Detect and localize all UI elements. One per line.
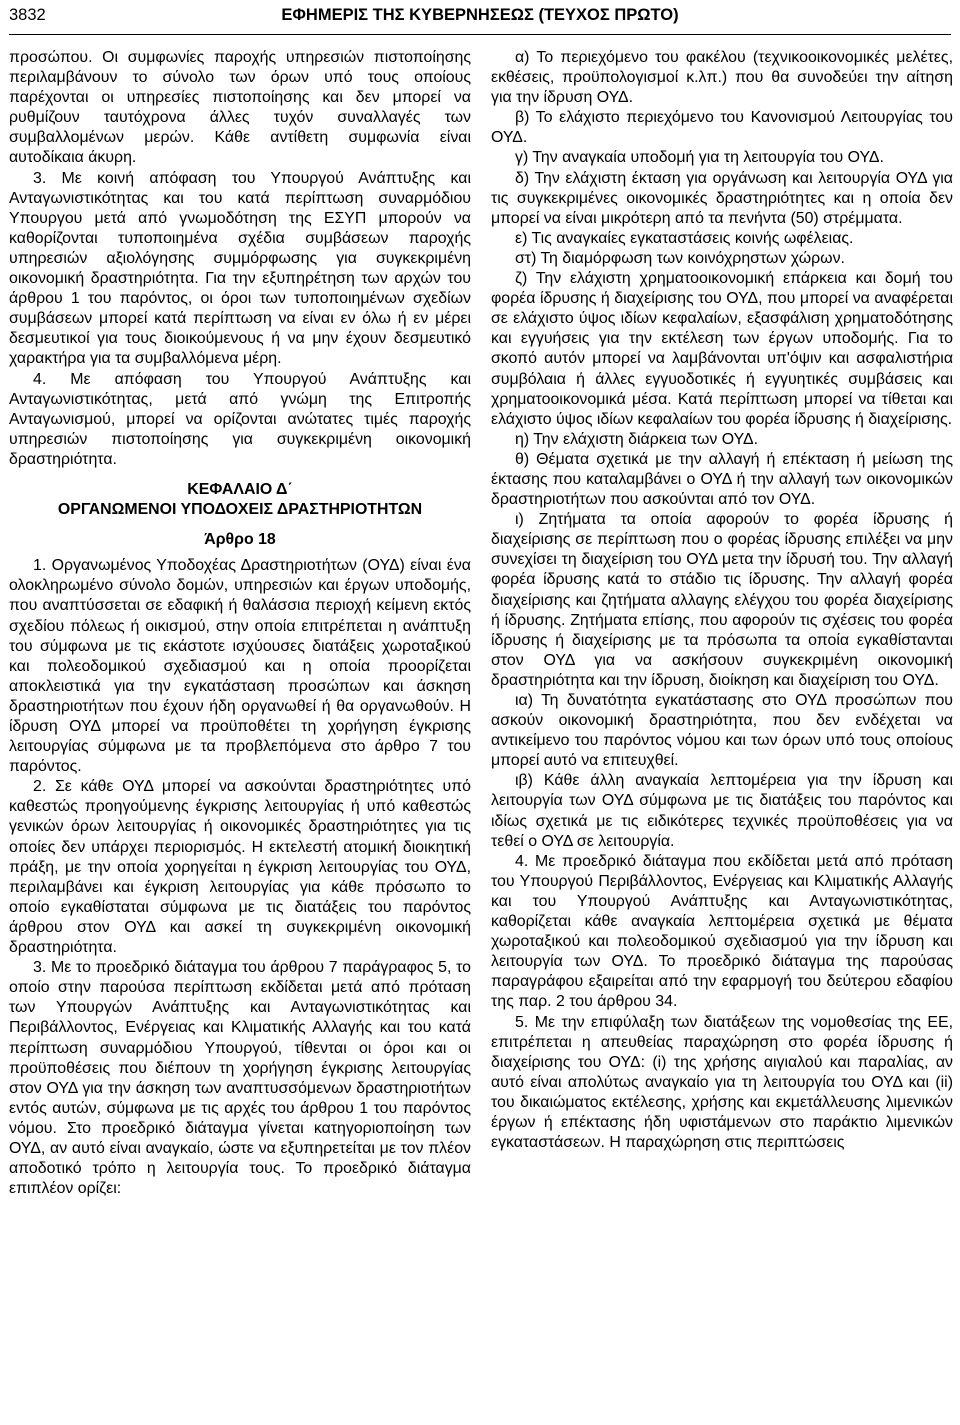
page-number: 3832 — [9, 6, 46, 24]
item-b: β) Το ελάχιστο περιεχόμενο του Κανονισμού Λειτουργίας του ΟΥΔ. — [491, 109, 953, 147]
item-d: δ) Την ελάχιστη έκταση για οργάνωση και λειτουργία ΟΥΔ για τις συγκεκριμένες οικονομικές δραστηριότητες και η οποία δεν μπορεί να είναι μικρότερη από τα πενήντα (50) στρέμματα. — [491, 169, 953, 227]
paragraph-5-right: 5. Με την επιφύλαξη των διατάξεων της νομοθεσίας της ΕΕ, επιτρέπεται η απευθείας παραχώρηση στο φορέα ίδρυσης ή διαχείρισης του ΟΥΔ: (i) της χρήσης αιγιαλού και παραλίας, αν αυτό είναι απολύτως αναγκαίο για τη λειτουργία του ΟΥΔ και (ii) του δικαιώματος εκτέλεσης, χρήσης και εκμετάλλευσης λιμενικών έργων ή επέκτασης ήδη υφιστάμενων στο παράκτιο λιμενικών εγκαταστάσεων. Η παραχώρηση στις περιπτώσεις — [491, 1013, 953, 1152]
article-paragraph-1: 1. Οργανωμένος Υποδοχέας Δραστηριοτήτων (ΟΥΔ) είναι ένα ολοκληρωμένο σύνολο δομών, υπηρεσιών και έργων υποδομής, που αναπτύσσεται σε εδαφική ή θαλάσσια περιοχή κείμενη εκτός σχεδίου πόλεως ή οικισμού, στην οποία επιτρέπεται η ανάπτυξη του σύμφωνα με τις εκάστοτε ισχύουσες διατάξεις χωροταξικού και πολεοδομικού σχεδιασμού και η οποία προορίζεται αποκλειστικά για την εγκατάσταση προσώπων και άσκηση δραστηριοτήτων που έχουν ήδη οργανωθεί ή θα οργανωθούν. Η ίδρυση ΟΥΔ μπορεί να προϋποθέτει τη χορήγηση έγκρισης λειτουργίας σύμφωνα με τα προβλεπόμενα στο άρθρο 7 του παρόντος. — [9, 557, 471, 776]
item-a: α) Το περιεχόμενο του φακέλου (τεχνικοοικονομικές μελέτες, εκθέσεις, προϋπολογισμοί κ.λπ.) που θα συνοδεύει την αίτηση για την ίδρυση ΟΥΔ. — [491, 49, 953, 107]
chapter-heading: ΚΕΦΑΛΑΙΟ Δ΄ — [187, 480, 293, 498]
item-ib: ιβ) Κάθε άλλη αναγκαία λεπτομέρεια για την ίδρυση και λειτουργία των ΟΥΔ σύμφωνα με τις διατάξεις του παρόντος και ιδίως σχετικά με τις ειδικότερες τεχνικές προϋποθέσεις για να τεθεί ο ΟΥΔ σε λειτουργία. — [491, 772, 953, 850]
paragraph-4-right: 4. Με προεδρικό διάταγμα που εκδίδεται μετά από πρόταση του Υπουργού Περιβάλλοντος, Ενέργειας και Κλιματικής Αλλαγής και του Υπουργού Ανάπτυξης και Ανταγωνιστικότητας, καθορίζεται κάθε αναγκαία λεπτομέρεια σχετικά με θέματα χωροταξικού και πολεοδομικού σχεδιασμού για την ίδρυση και λειτουργία των ΟΥΔ. Το προεδρικό διάταγμα της παρούσας παραγράφου εξαιρείται από την εφαρμογή του δεύτερου εδαφίου της παρ. 2 του άρθρου 34. — [491, 852, 953, 1011]
item-i: ι) Ζητήματα τα οποία αφορούν το φορέα ίδρυσης ή διαχείρισης σε περίπτωση που ο φορέας ίδρυσης επιλέξει να μην συνεχίσει τη διαχείριση του ΟΥΔ μετα την ίδρυσή του. Την αλλαγή φορέα ίδρυσης κατά το στάδιο τις ίδρυσης. Την αλλαγή φορέα διαχείρισης και ζητήματα αλλαγης ελέγχου του φορέα διαχείρισης ή ίδρυσης. Ζητήματα επίσης, που αφορούν τις σχέσεις του φορέα ίδρυσης ή διαχείρισης με τα πρόσωπα τα οποία εγκαθίστανται στον ΟΥΔ για να ασκήσουν συγκεκριμένη οικονομική δραστηριότητα και την ίδρυση, διοίκηση και διαχείριση του ΟΥΔ. — [491, 511, 953, 689]
item-ia: ια) Τη δυνατότητα εγκατάστασης στο ΟΥΔ προσώπων που ασκούν οικονομική δραστηριότητα, που δεν ενδέχεται να αντικείμενο του παρόντος νόμου και των όρων υπό τους οποίους μπορεί αυτό να επιτευχθεί. — [491, 692, 953, 770]
left-column — [9, 48, 471, 1199]
page-header — [9, 0, 951, 35]
article-paragraph-2: 2. Σε κάθε ΟΥΔ μπορεί να ασκούνται δραστηριότητες υπό καθεστώς προηγούμενης έγκρισης λειτουργίας ή υπό καθεστώς γενικών όρων λειτουργίας ή οικονομικές δραστηριότητες για τις οποίες δεν υπάρχει περιορισμός. Η εκτελεστή ατομική διοικητική πράξη, με την οποία χορηγείται η έγκριση λειτουργίας του ΟΥΔ, περιλαμβάνει και έγκριση λειτουργίας για κάθε πρόσωπο το οποίο εγκαθίσταται σύμφωνα με τις διατάξεις του παρόντος άρθρου στον ΟΥΔ και ασκεί τη συγκεκριμένη οικονομική δραστηριότητα. — [9, 778, 471, 957]
right-column — [491, 48, 953, 1153]
item-h: η) Την ελάχιστη διάρκεια των ΟΥΔ. — [515, 430, 759, 448]
item-th: θ) Θέματα σχετικά με την αλλαγή ή επέκταση ή μείωση της έκτασης που καταλαμβάνει ο ΟΥΔ ή την αλλαγή των οικονομικών δραστηριοτήτων που ασκούνται από τον ΟΥΔ. — [491, 450, 953, 509]
paragraph-4: 4. Με απόφαση του Υπουργού Ανάπτυξης και Ανταγωνιστικότητας, μετά από γνώμη της Επιτροπής Ανταγωνισμού, μπορεί να ορίζονται ανώτατες τιμές παροχής υπηρεσιών πιστοποίησης για συγκεκριμένη οικονομική δραστηριότητα. — [9, 370, 471, 468]
paragraph-continuation: προσώπου. Οι συμφωνίες παροχής υπηρεσιών πιστοποίησης περιλαμβάνουν το σύνολο των όρων υπό τους οποίους παρέχονται οι υπηρεσίες πιστοποίησης και δεν μπορεί να ρυθμίζουν ταυτόχρονα άλλες τυχόν συναλλαγές των συμβαλλομένων μερών. Κάθε αντίθετη συμφωνία είναι αυτοδίκαια άκυρη. — [9, 49, 471, 167]
article-heading: Άρθρο 18 — [204, 531, 276, 549]
item-e: ε) Τις αναγκαίες εγκαταστάσεις κοινής ωφέλειας. — [515, 229, 854, 247]
article-paragraph-3: 3. Με το προεδρικό διάταγμα του άρθρου 7 παράγραφος 5, το οποίο στην παρούσα περίπτωση εκδίδεται μετά από πρόταση των Υπουργών Ανάπτυξης και Ανταγωνιστικότητας και Περιβάλλοντος, Ενέργειας και Κλιματικής Αλλαγής και του κατά περίπτωση συναρμόδιου Υπουργού, τίθενται οι όροι και οι προϋποθέσεις που διέπουν τη χορήγηση έγκρισης λειτουργίας στον ΟΥΔ για την άσκηση των αναπτυσσόμενων δραστηριοτήτων εντός αυτών, σύμφωνα με τις αρχές του άρθρου 1 του παρόντος νόμου. Στο προεδρικό διάταγμα γίνεται κατηγοριοποίηση των ΟΥΔ, αν αυτό είναι αναγκαίο, ώστε να εξυπηρετείται με τον πλέον αποδοτικό τρόπο η λειτουργία τους. Το προεδρικό διάταγμα επιπλέον ορίζει: — [9, 959, 471, 1198]
item-z: ζ) Την ελάχιστη χρηματοοικονομική επάρκεια και δομή του φορέα ίδρυσης ή διαχείρισης του ΟΥΔ, που μπορεί να αναφέρεται σε ελάχιστο ύψος ιδίων κεφαλαίων, εξασφάλιση χρηματοδότησης και εγγυήσεις για την εκτέλεση των έργων υποδομής. Για το σκοπό αυτόν μπορεί να λαμβάνονται υπ'όψιν και ασφαλιστήρια συμβόλαια ή άλλες εγγυοδοτικές ή εγγυητικές συμβάσεις και χρηματοοικονομικά μέσα. Κατά περίπτωση μπορεί να τίθεται και ελάχιστο ύψος ιδίων κεφαλαίων του φορέα ίδρυσης ή διαχείρισης. — [491, 270, 953, 428]
item-st: στ) Τη διαμόρφωση των κοινόχρηστων χώρων. — [515, 249, 845, 267]
chapter-title: ΟΡΓΑΝΩΜΕΝΟΙ ΥΠΟΔΟΧΕΙΣ ΔΡΑΣΤΗΡΙΟΤΗΤΩΝ — [57, 501, 423, 519]
paragraph-3: 3. Με κοινή απόφαση του Υπουργού Ανάπτυξης και Ανταγωνιστικότητας και του κατά περίπτωση συναρμόδιου Υπουργου μετά από γνωμοδότηση της ΕΣΥΠ μπορούν να καθορίζονται τυποποιημένα σχέδια συμβάσεων παροχής υπηρεσιών αξιολόγησης συμμόρφωσης για συγκεκριμένη οικονομική δραστηριότητα. Για την εξυπηρέτηση των αρχών του άρθρου 1 του παρόντος, οι όροι των τυποποιημένων σχεδίων συμβάσεων μπορεί κατά περίπτωση να είναι εν όλω ή εν μέρει δεσμευτικοί για τους διοικούμενους ή να μην έχουν δεσμευτικό χαρακτήρα για τα συμβαλλόμενα μέρη. — [9, 169, 471, 368]
item-c: γ) Την αναγκαία υποδομή για τη λειτουργία του ΟΥΔ. — [515, 149, 884, 167]
text-columns — [9, 48, 951, 1420]
journal-title: ΕΦΗΜΕΡΙΣ ΤΗΣ ΚΥΒΕΡΝΗΣΕΩΣ (ΤΕΥΧΟΣ ΠΡΩΤΟ) — [281, 6, 679, 24]
